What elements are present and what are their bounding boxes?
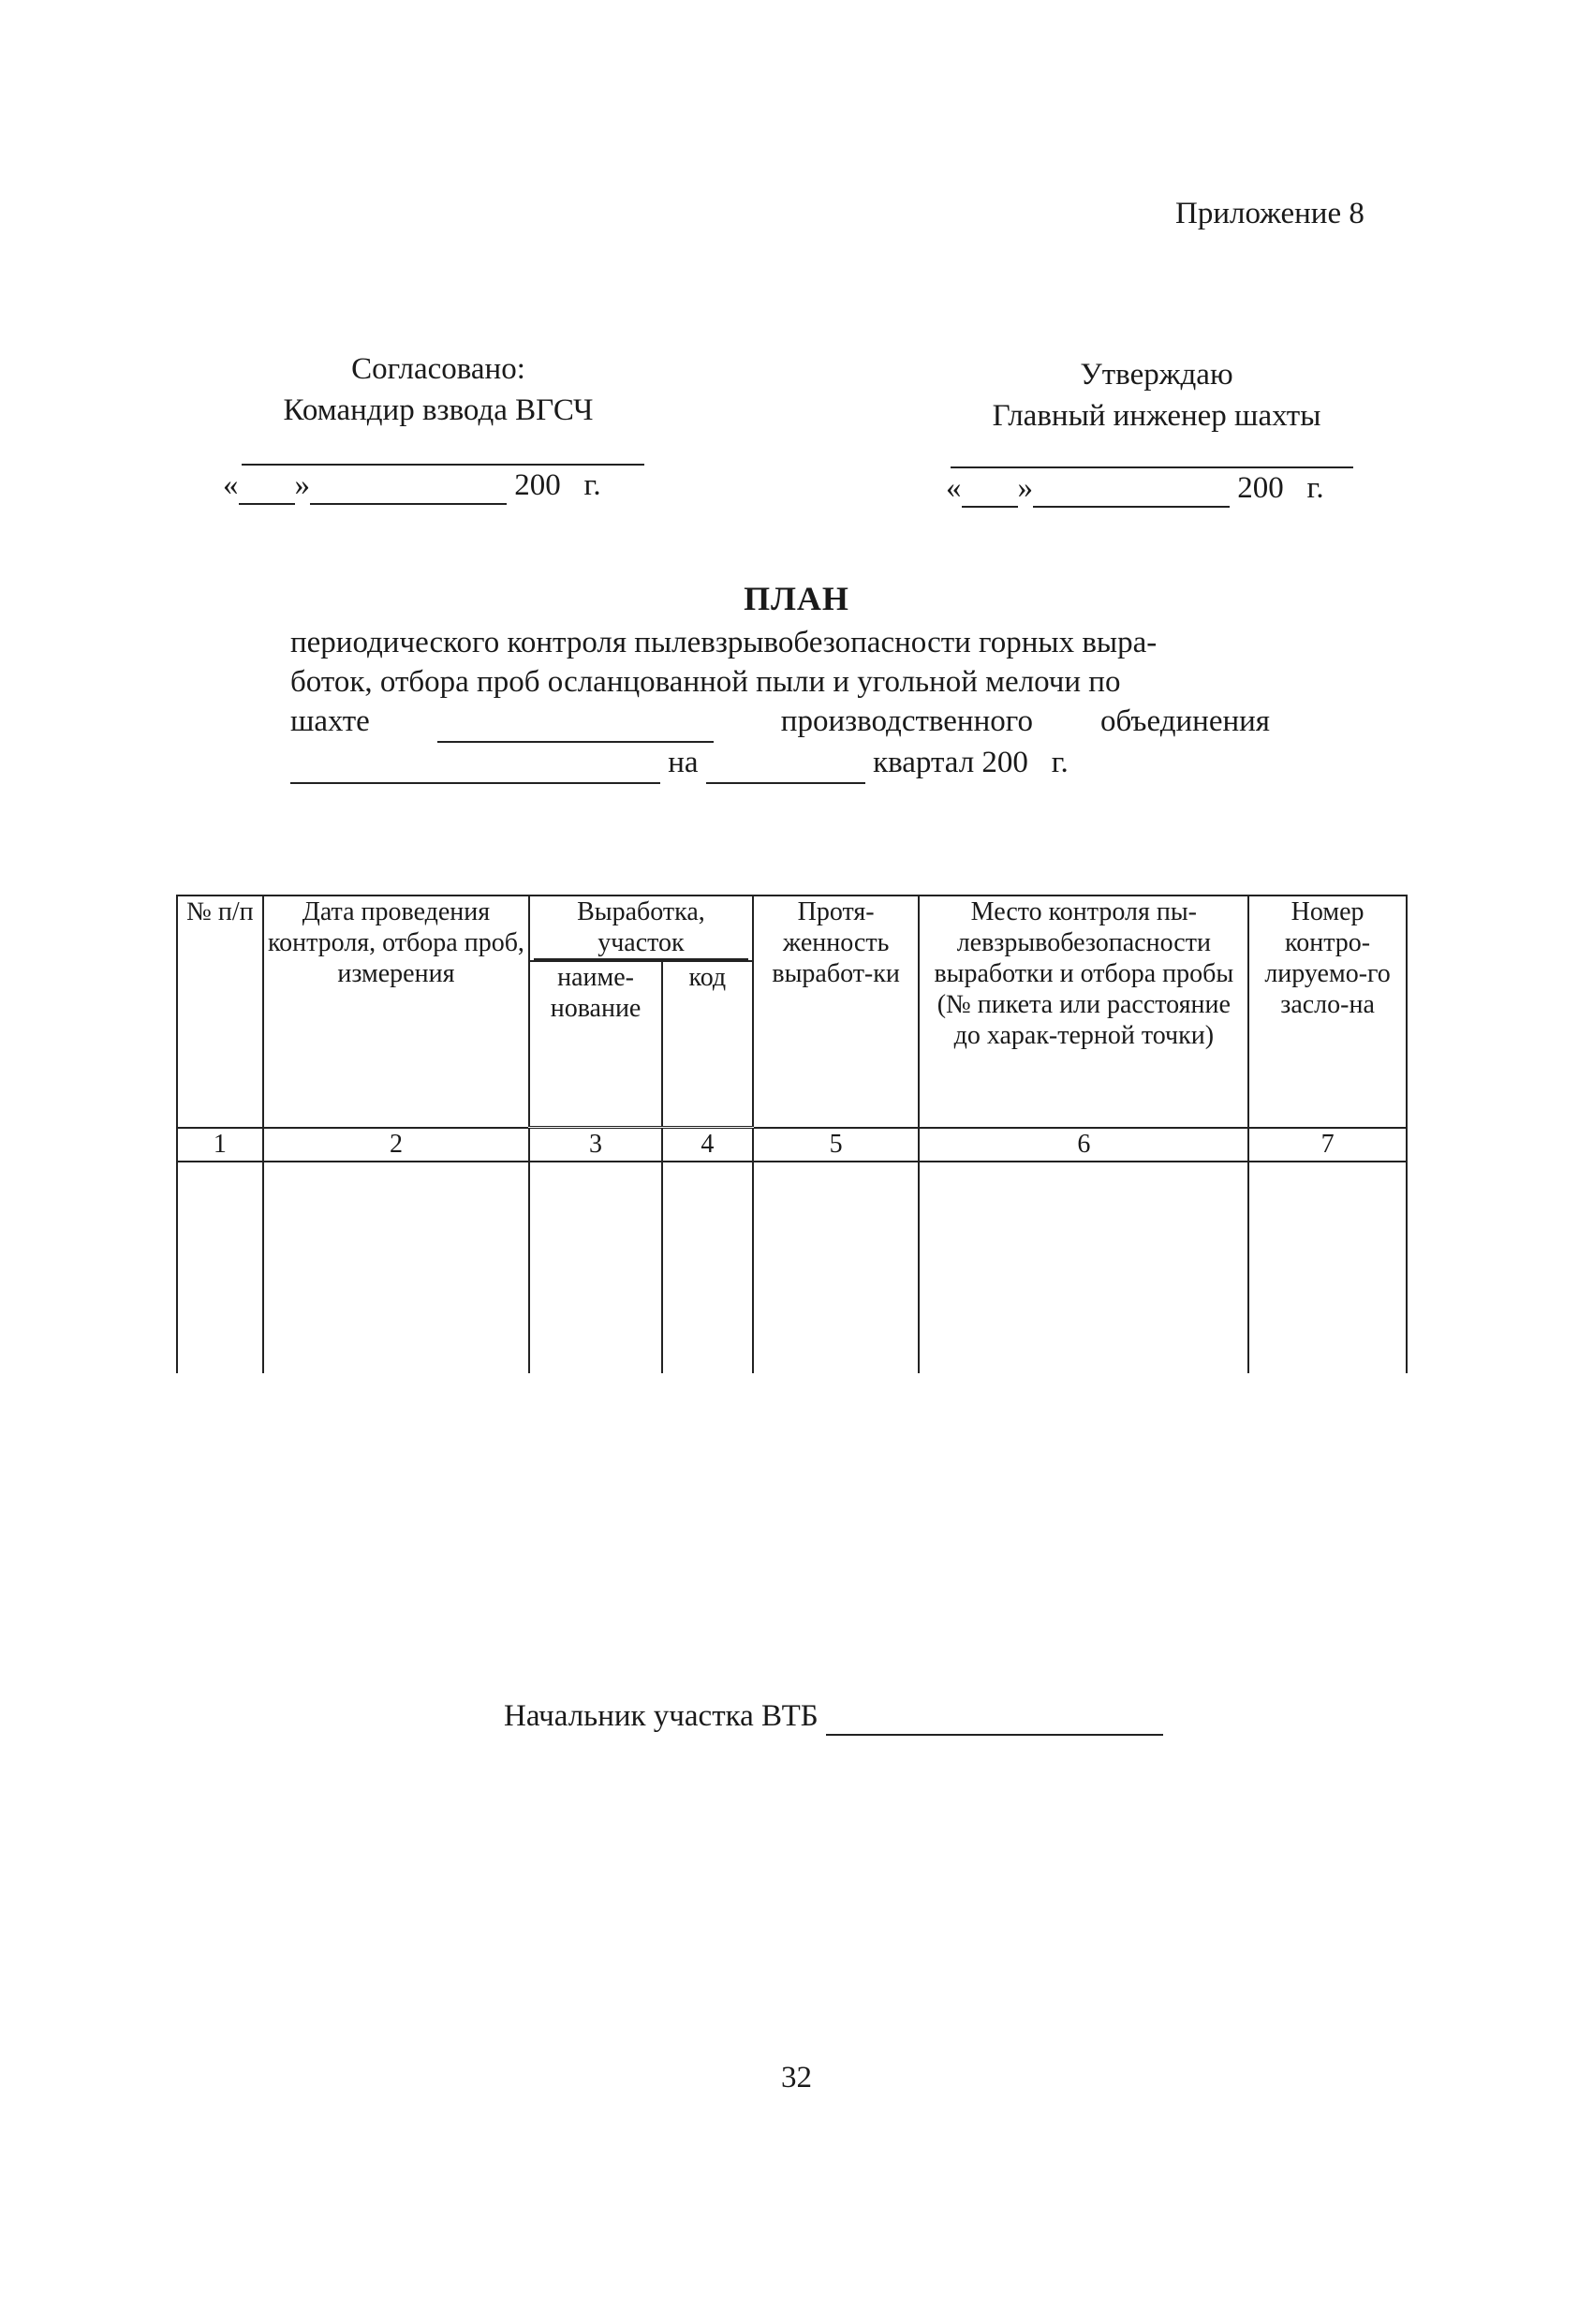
header-working-code: код	[662, 961, 753, 1128]
approved-heading: Утверждаю	[1080, 358, 1233, 392]
table-header-row	[177, 896, 1407, 961]
plan-quarter-label: квартал 200	[873, 746, 1028, 779]
table-cell[interactable]	[1248, 1162, 1407, 1373]
table-cell[interactable]	[919, 1162, 1248, 1373]
agreed-quote-open: «	[223, 468, 239, 502]
agreed-heading: Согласовано:	[351, 352, 525, 386]
table-row	[177, 1162, 1407, 1373]
column-number-4: 4	[662, 1128, 753, 1162]
plan-mine-label: шахте	[290, 704, 370, 738]
agreed-quote-close: »	[294, 468, 310, 502]
approved-month-field[interactable]	[1033, 471, 1230, 508]
plan-line-2-text: боток, отбора проб осланцованной пыли и угольной мелочи по	[290, 665, 1121, 699]
plan-line-4	[290, 743, 1270, 784]
approved-signature-line	[951, 466, 1353, 468]
footer-label: Начальник участка ВТБ	[504, 1699, 819, 1733]
plan-association-label: объединения	[1099, 704, 1270, 738]
agreed-block	[223, 348, 654, 431]
column-number-6: 6	[919, 1128, 1248, 1162]
page-number: 32	[781, 2061, 812, 2095]
table-cell[interactable]	[177, 1162, 263, 1373]
column-number-7: 7	[1248, 1128, 1407, 1162]
header-barrier-number: Номер контро-лируемо-го засло-на	[1248, 896, 1407, 1128]
header-number: № п/п	[177, 896, 263, 1128]
quarter-field[interactable]	[706, 743, 865, 784]
footer-signature	[504, 1699, 1163, 1736]
table-number-row	[177, 1128, 1407, 1162]
plan-production-label: производственного	[780, 704, 1033, 738]
footer-signature-field[interactable]	[826, 1699, 1163, 1736]
approved-year: 200	[1237, 471, 1284, 505]
plan-on-label: на	[668, 746, 699, 779]
plan-year-suffix: г.	[1051, 746, 1069, 779]
mine-name-field[interactable]	[437, 702, 714, 743]
approved-block	[941, 354, 1372, 437]
agreed-year-suffix: г.	[583, 468, 601, 502]
header-control-place: Место контроля пы-левзрывобезопасности выработки и отбора пробы (№ пикета или расстояние до харак-терной точки)	[919, 896, 1248, 1128]
approved-quote-close: »	[1017, 471, 1033, 505]
table-cell[interactable]	[753, 1162, 920, 1373]
column-number-3: 3	[529, 1128, 662, 1162]
header-date: Дата проведения контроля, отбора проб, измерения	[263, 896, 529, 1128]
column-number-2: 2	[263, 1128, 529, 1162]
column-number-5: 5	[753, 1128, 920, 1162]
agreed-date	[223, 468, 601, 505]
plan-description	[290, 623, 1270, 784]
column-number-1: 1	[177, 1128, 263, 1162]
agreed-year: 200	[514, 468, 561, 502]
approved-date	[946, 471, 1324, 508]
header-working-name: наиме-нование	[529, 961, 662, 1128]
plan-line-2	[290, 662, 1270, 702]
agreed-signature-line	[242, 464, 644, 466]
table-cell[interactable]	[263, 1162, 529, 1373]
agreed-day-field[interactable]	[239, 468, 295, 505]
appendix-label: Приложение 8	[1175, 197, 1364, 230]
approved-year-suffix: г.	[1306, 471, 1324, 505]
header-working-group-text: Выработка, участок	[534, 896, 748, 960]
plan-line-3	[290, 702, 1270, 743]
agreed-position: Командир взвода ВГСЧ	[283, 393, 594, 427]
approved-position: Главный инженер шахты	[992, 399, 1321, 433]
plan-line-1-text: периодического контроля пылевзрывобезопасности горных выра-	[290, 626, 1158, 659]
table-cell[interactable]	[529, 1162, 662, 1373]
approved-quote-open: «	[946, 471, 962, 505]
approved-day-field[interactable]	[962, 471, 1018, 508]
plan-table	[176, 895, 1408, 1373]
plan-line-1	[290, 623, 1270, 662]
association-name-field[interactable]	[290, 743, 660, 784]
header-working-group	[529, 896, 753, 961]
agreed-month-field[interactable]	[310, 468, 507, 505]
plan-title: ПЛАН	[744, 580, 849, 617]
header-length: Протя-женность выработ-ки	[753, 896, 920, 1128]
table-cell[interactable]	[662, 1162, 753, 1373]
